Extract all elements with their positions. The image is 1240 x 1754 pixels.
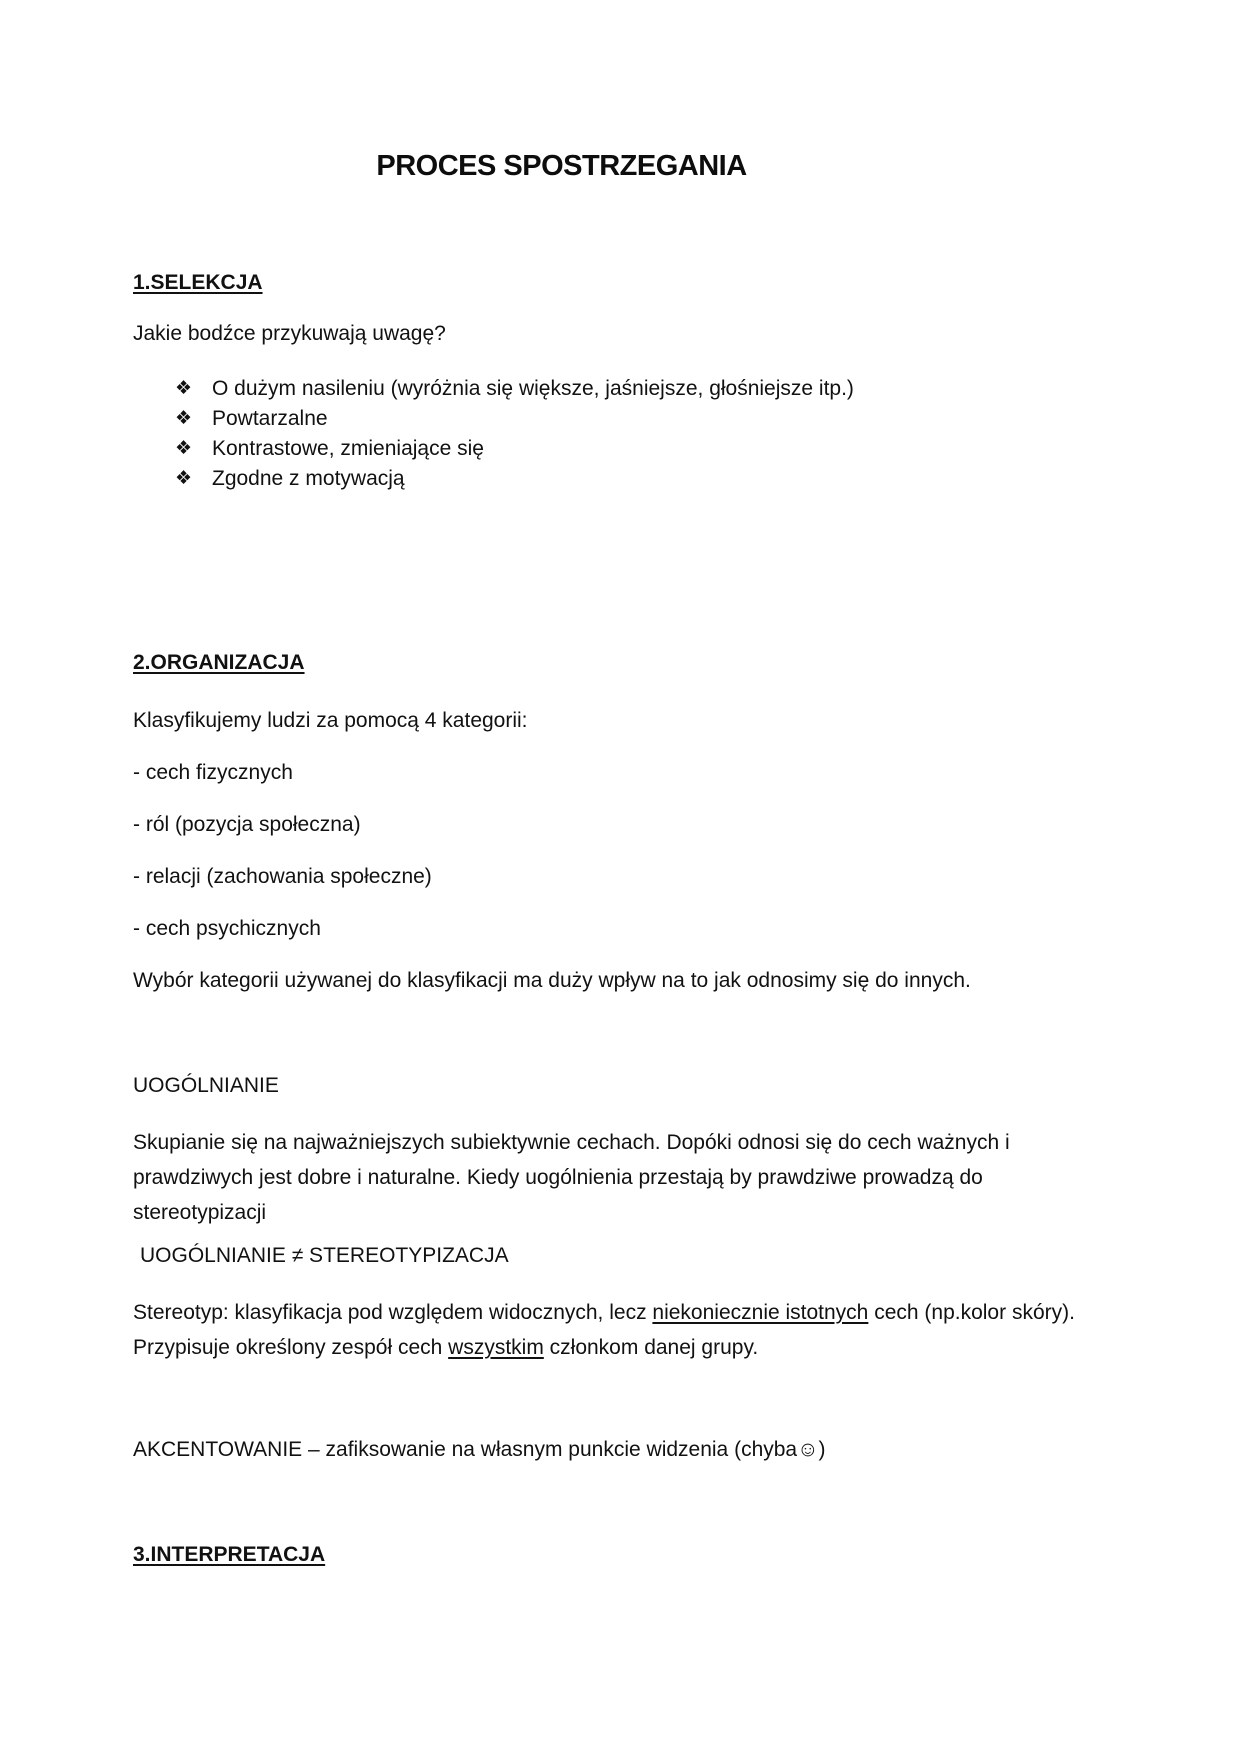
organizacja-intro: Klasyfikujemy ludzi za pomocą 4 kategorii: <box>133 709 528 732</box>
category-item: - cech psychicznych <box>133 917 321 940</box>
category-item: - ról (pozycja społeczna) <box>133 813 361 836</box>
stereotyp-text: Stereotyp: klasyfikacja pod względem widocznych, lecz <box>133 1301 653 1324</box>
document-title: PROCES SPOSTRZEGANIA <box>376 150 747 182</box>
list-item <box>133 434 1110 464</box>
bullet-text: Kontrastowe, zmieniające się <box>212 437 484 460</box>
selekcja-question: Jakie bodźce przykuwają uwagę? <box>133 322 446 345</box>
akcentowanie-line: AKCENTOWANIE – zafiksowanie na własnym punkcie widzenia (chyba☺) <box>133 1438 826 1461</box>
list-item <box>133 464 1110 494</box>
uogolnianie-description: Skupianie się na najważniejszych subiektywnie cechach. Dopóki odnosi się do cech ważnych i prawdziwych jest dobre i naturalne. Kiedy uogólnienia przestają by prawdziwe prowadzą do stereotypizacji <box>133 1131 1010 1224</box>
stereotyp-text: cech (np.kolor skóry). Przypisuje określony zespół cech <box>133 1301 1075 1359</box>
bullet-text: Zgodne z motywacją <box>212 467 405 490</box>
heading-interpretacja: 3.INTERPRETACJA <box>133 1543 326 1566</box>
heading-organizacja: 2.ORGANIZACJA <box>133 651 305 674</box>
bullet-text: Powtarzalne <box>212 407 328 430</box>
stereotyp-underlined-phrase: wszystkim <box>448 1336 544 1359</box>
list-item <box>133 404 1110 434</box>
diamond-bullet-icon: ❖ <box>175 408 193 429</box>
heading-uogolnianie: UOGÓLNIANIE <box>133 1074 279 1097</box>
selekcja-bullet-list <box>133 374 1110 494</box>
stereotyp-paragraph <box>133 1295 1110 1365</box>
heading-selekcja: 1.SELEKCJA <box>133 271 263 294</box>
category-item: - relacji (zachowania społeczne) <box>133 865 432 888</box>
organizacja-conclusion: Wybór kategorii używanej do klasyfikacji ma duży wpływ na to jak odnosimy się do innych. <box>133 969 971 992</box>
bullet-text: O dużym nasileniu (wyróżnia się większe, jaśniejsze, głośniejsze itp.) <box>212 377 854 400</box>
category-item: - cech fizycznych <box>133 761 293 784</box>
diamond-bullet-icon: ❖ <box>175 438 193 459</box>
stereotyp-underlined-phrase: niekoniecznie istotnych <box>652 1301 869 1324</box>
diamond-bullet-icon: ❖ <box>175 468 193 489</box>
list-item <box>133 374 1110 404</box>
uogolnianie-inequality: UOGÓLNIANIE ≠ STEREOTYPIZACJA <box>140 1244 509 1267</box>
stereotyp-text: członkom danej grupy. <box>543 1336 759 1359</box>
diamond-bullet-icon: ❖ <box>175 378 193 399</box>
